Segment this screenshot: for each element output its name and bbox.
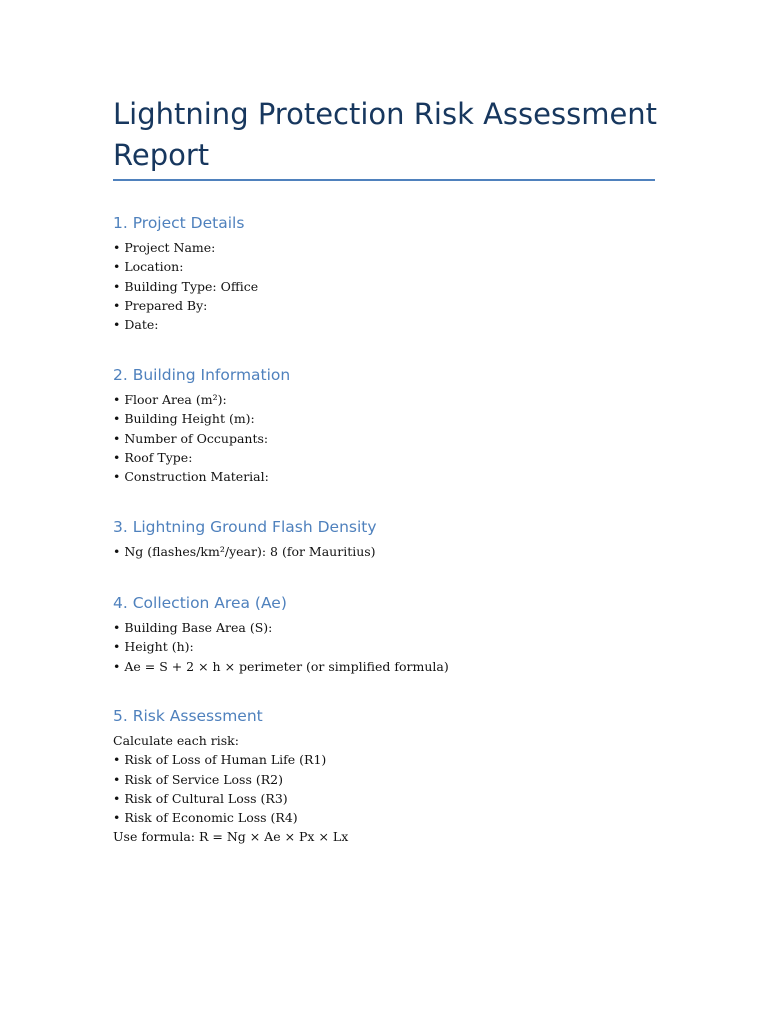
list-item: • Prepared By: bbox=[113, 297, 208, 313]
list-item: • Construction Material: bbox=[113, 469, 269, 485]
section-building-information bbox=[113, 364, 673, 486]
list-item: • Risk of Cultural Loss (R3) bbox=[113, 790, 288, 806]
list-item: • Building Height (m): bbox=[113, 411, 255, 427]
list-item: • Project Name: bbox=[113, 240, 216, 255]
section-collection-area bbox=[113, 592, 673, 676]
list-item: • Date: bbox=[113, 317, 159, 333]
paragraph-text: Use formula: R = Ng × Ae × Px × Lx bbox=[113, 829, 349, 845]
list-item: • Ae = S + 2 × h × perimeter (or simplified formula) bbox=[113, 658, 449, 674]
section-project-details bbox=[113, 212, 673, 334]
section-heading: 5. Risk Assessment bbox=[113, 707, 263, 725]
list-item: • Floor Area (m²): bbox=[113, 392, 227, 407]
list-item: • Number of Occupants: bbox=[113, 430, 269, 446]
section-heading: 2. Building Information bbox=[113, 366, 291, 384]
list-item: • Risk of Loss of Human Life (R1) bbox=[113, 752, 327, 768]
list-item: • Building Type: Office bbox=[113, 278, 259, 294]
list-item: • Height (h): bbox=[113, 639, 194, 655]
title-divider bbox=[113, 179, 655, 181]
list-item: • Roof Type: bbox=[113, 449, 193, 465]
section-heading: 1. Project Details bbox=[113, 214, 245, 232]
list-item: • Location: bbox=[113, 259, 184, 275]
list-item: • Risk of Service Loss (R2) bbox=[113, 771, 283, 787]
list-item: • Risk of Economic Loss (R4) bbox=[113, 810, 298, 826]
document-title: Lightning Protection Risk Assessment Report bbox=[113, 97, 658, 172]
section-heading: 3. Lightning Ground Flash Density bbox=[113, 518, 377, 536]
section-risk-assessment bbox=[113, 705, 673, 847]
list-item: • Building Base Area (S): bbox=[113, 620, 273, 635]
section-flash-density bbox=[113, 516, 673, 561]
list-item: • Ng (flashes/km²/year): 8 (for Mauritius) bbox=[113, 544, 376, 559]
paragraph-text: Calculate each risk: bbox=[113, 733, 239, 748]
section-heading: 4. Collection Area (Ae) bbox=[113, 594, 287, 612]
